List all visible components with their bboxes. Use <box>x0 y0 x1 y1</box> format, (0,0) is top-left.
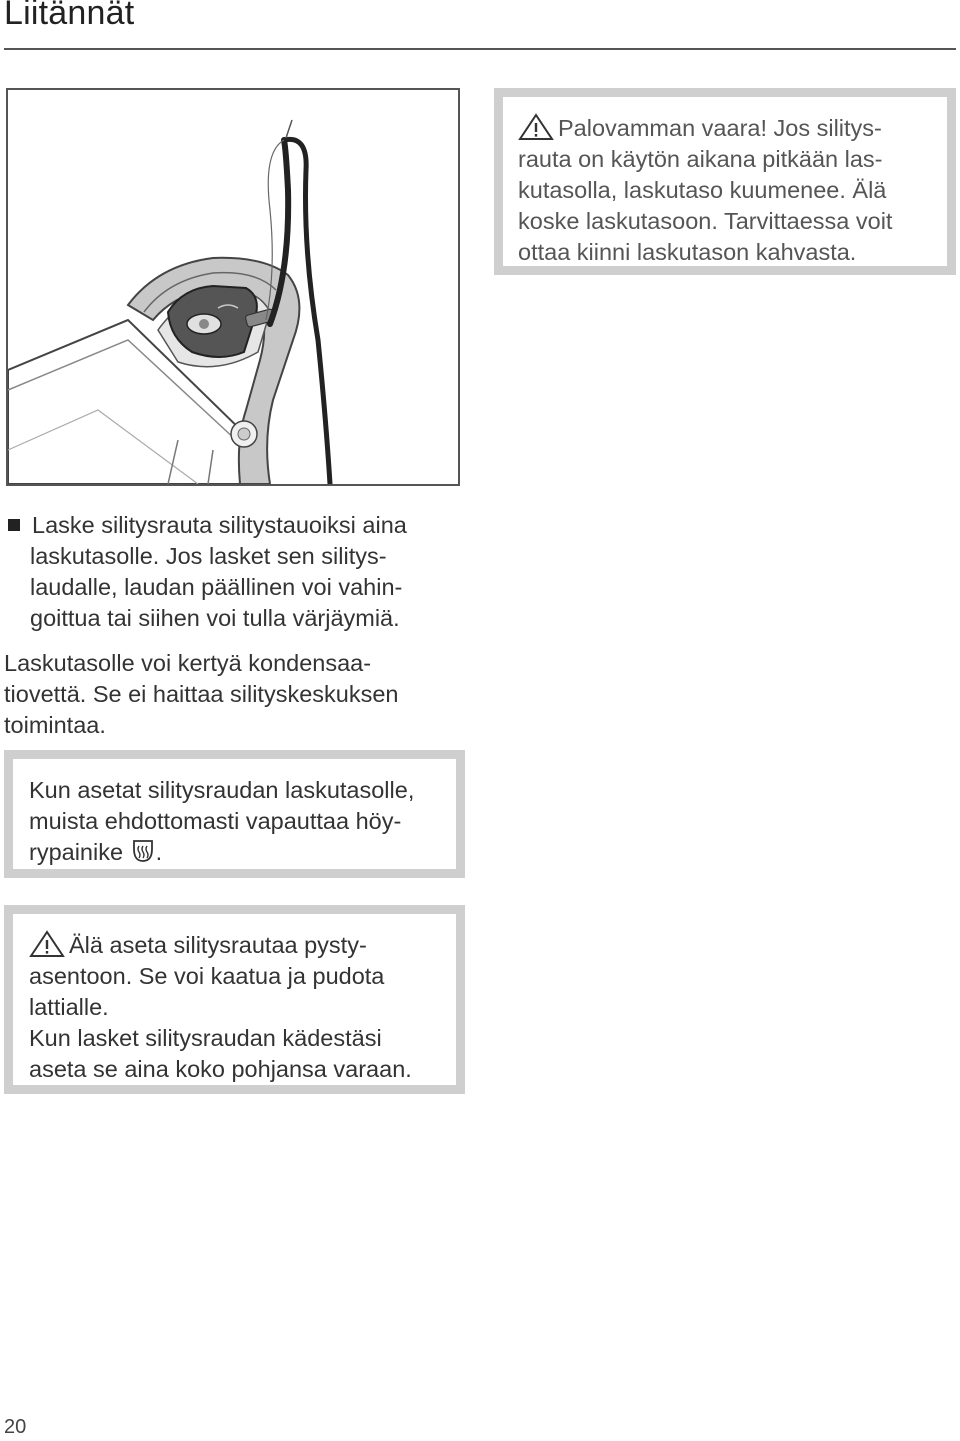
warning-text-line: lattialle. <box>29 994 109 1020</box>
note-text-line: Kun asetat silitysraudan laskutasolle, <box>29 777 415 803</box>
burn-warning-box <box>494 88 956 275</box>
iron-rest-illustration <box>6 88 460 486</box>
page-title: Liitännät <box>4 0 135 32</box>
warning-text-line: kutasolla, laskutaso kuumenee. Älä <box>518 177 887 203</box>
warning-text-line: Älä aseta silitysrautaa pysty- <box>69 932 367 958</box>
warning-triangle-icon <box>518 113 558 141</box>
condensation-paragraph <box>4 648 454 741</box>
warning-triangle-icon <box>29 930 69 958</box>
bullet-text-line: laudalle, laudan päällinen voi vahin- <box>30 574 403 600</box>
title-divider <box>4 48 956 50</box>
warning-text-line: aseta se aina koko pohjansa varaan. <box>29 1056 412 1082</box>
note-text-line: muista ehdottomasti vapauttaa höy- <box>29 808 402 834</box>
warning-text-line: asentoon. Se voi kaatua ja pudota <box>29 963 385 989</box>
note-text-line: rypainike <box>29 839 124 865</box>
bullet-text-line: Laske silitysrauta silitystauoiksi aina <box>32 512 407 538</box>
paragraph-text-line: toimintaa. <box>4 712 106 738</box>
page-number: 20 <box>4 1416 27 1438</box>
warning-text-line: ottaa kiinni laskutason kahvasta. <box>518 239 857 265</box>
bullet-text-line: laskutasolle. Jos lasket sen silitys- <box>30 543 387 569</box>
note-text-end: . <box>155 839 163 865</box>
warning-text-line: Palovamman vaara! Jos silitys- <box>558 115 882 141</box>
steam-button-note-box <box>4 750 465 878</box>
paragraph-text-line: tiovettä. Se ei haittaa silityskeskuksen <box>4 681 399 707</box>
warning-text-line: Kun lasket silitysraudan kädestäsi <box>29 1025 382 1051</box>
paragraph-text-line: Laskutasolle voi kertyä kondensaa- <box>4 650 372 676</box>
bullet-paragraph <box>8 510 458 634</box>
steam-button-icon <box>130 837 156 865</box>
bullet-square-icon <box>8 519 20 531</box>
warning-text-line: koske laskutasoon. Tarvittaessa voit <box>518 208 893 234</box>
steam-generator-iron-rest-illustration <box>8 90 458 484</box>
warning-text-line: rauta on käytön aikana pitkään las- <box>518 146 883 172</box>
bullet-text-line: goittua tai siihen voi tulla värjäymiä. <box>30 605 400 631</box>
upright-warning-box <box>4 905 465 1094</box>
